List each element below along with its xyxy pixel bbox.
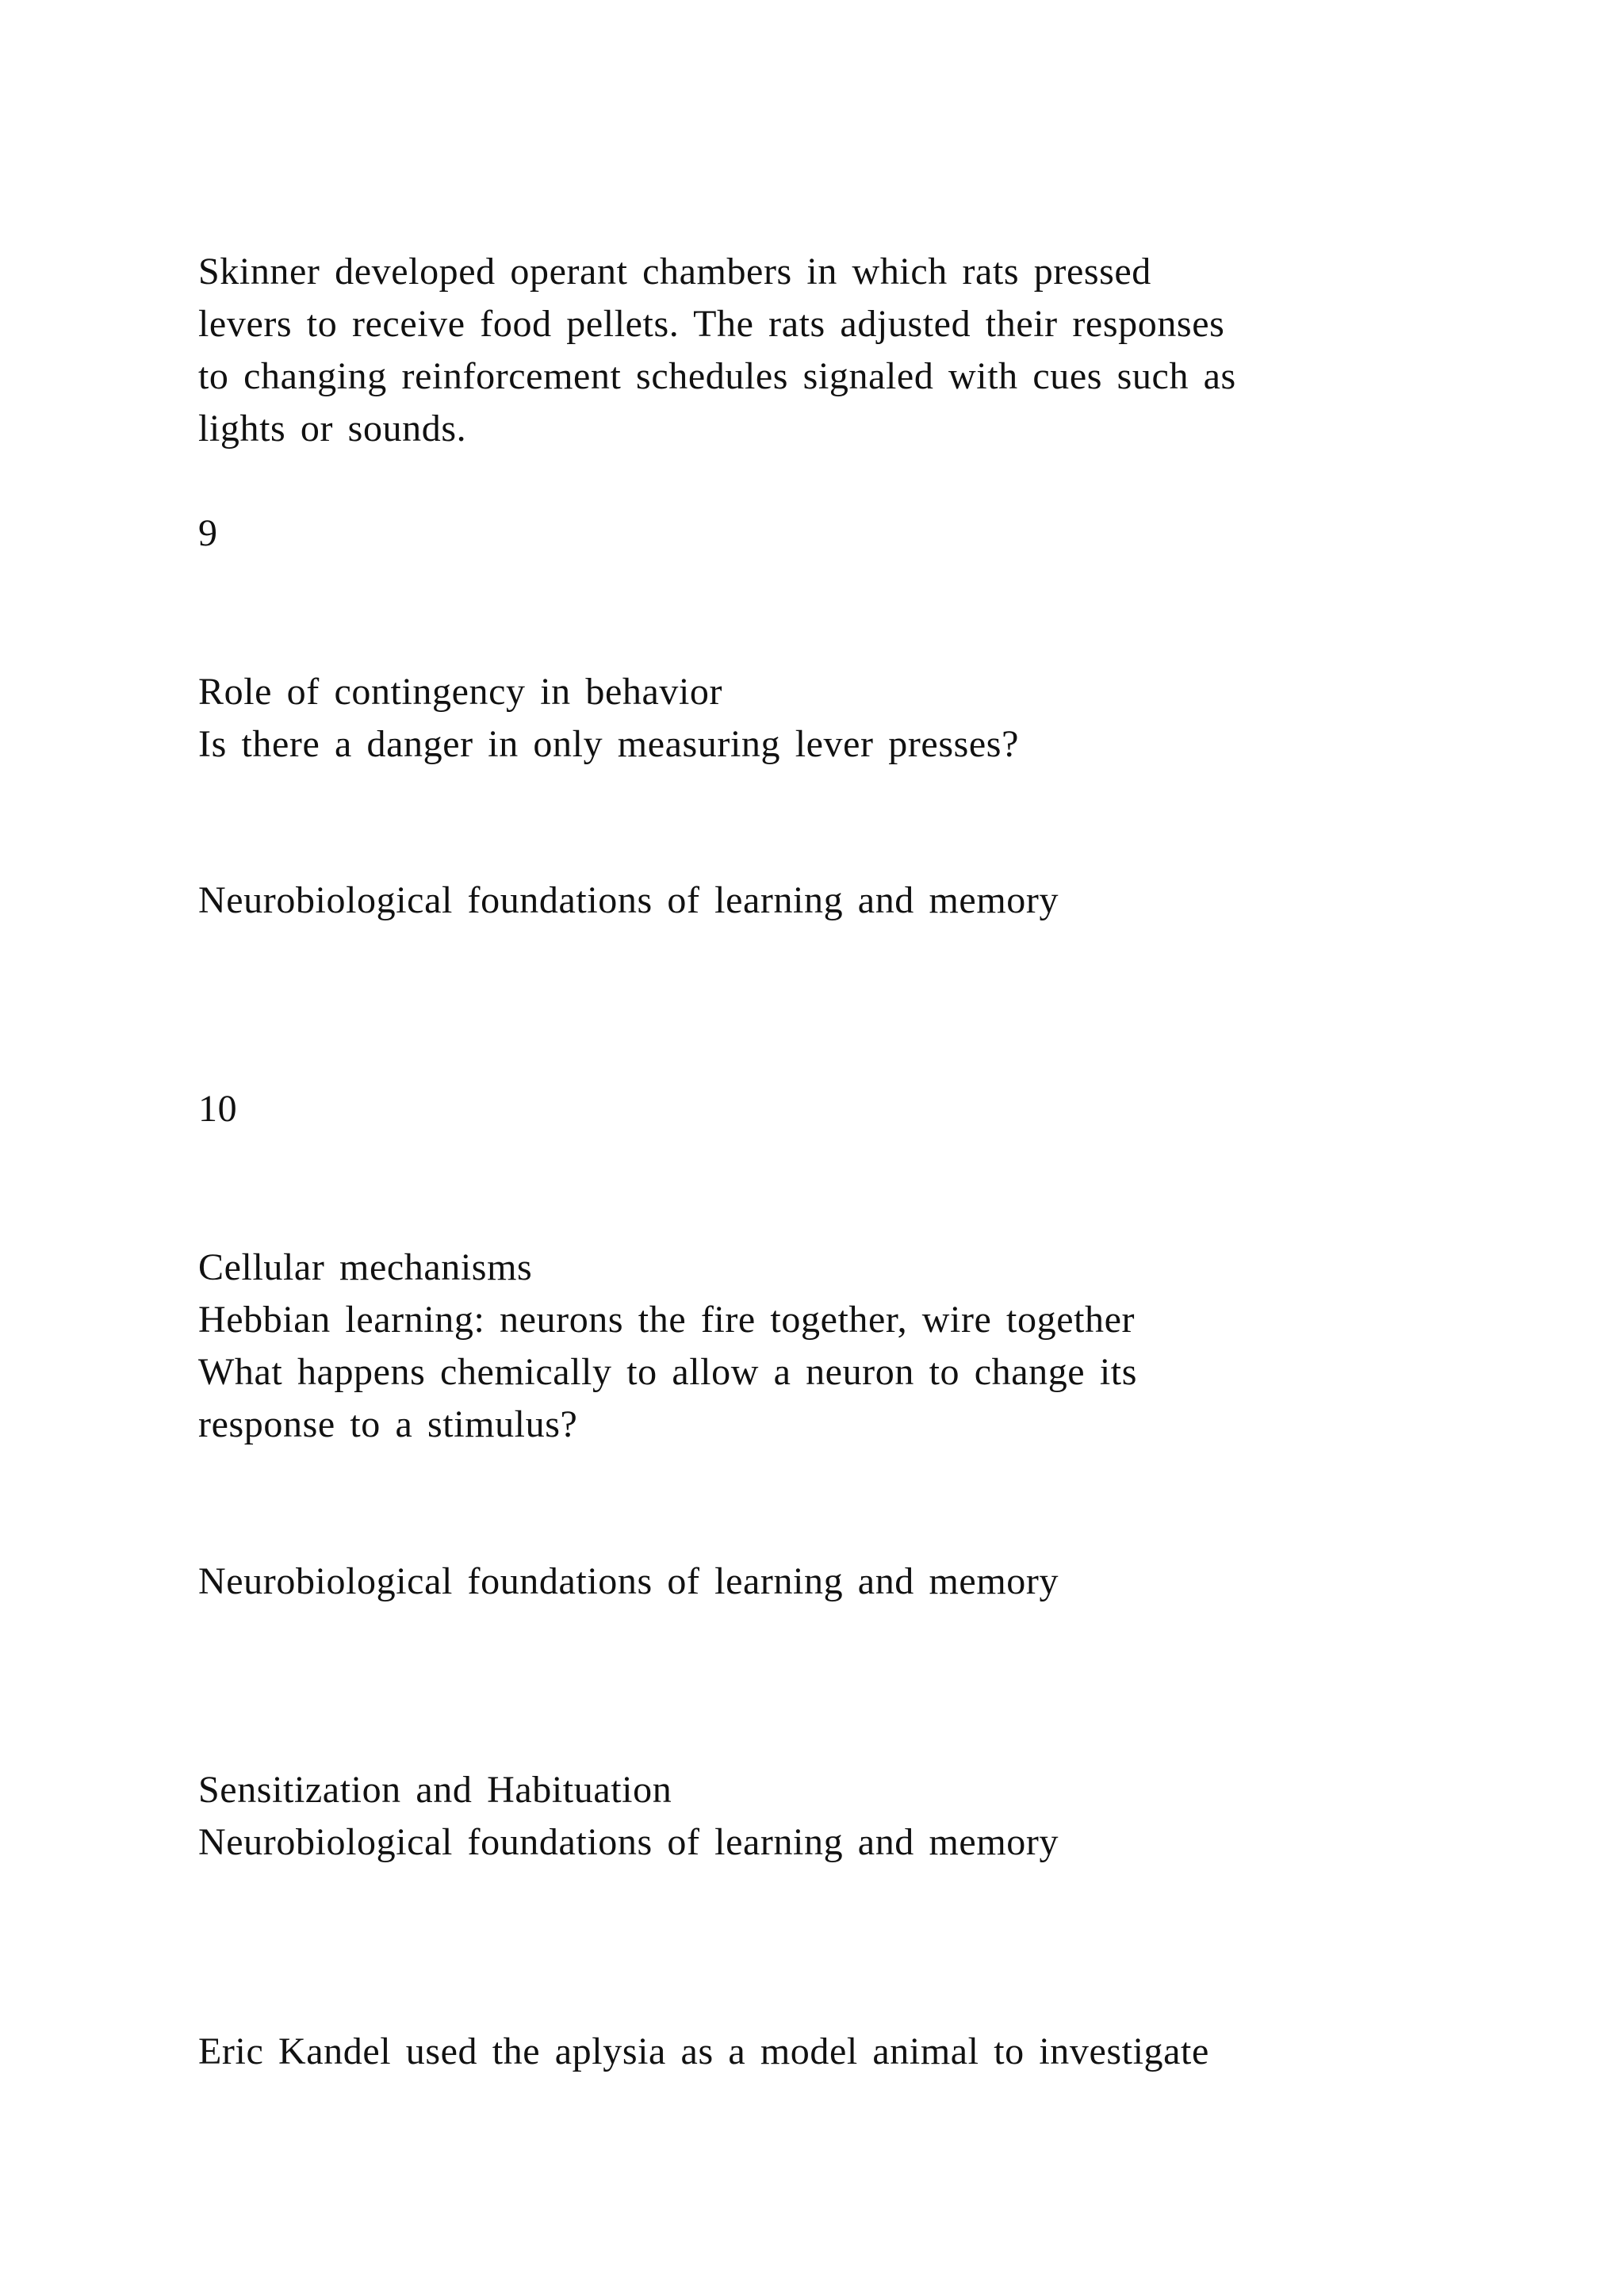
slide-footer: Neurobiological foundations of learning and memory (198, 879, 1059, 921)
paragraph-line: levers to receive food pellets. The rats adjusted their responses (198, 303, 1225, 345)
paragraph-line: Is there a danger in only measuring lever presses? (198, 723, 1019, 765)
paragraph-line: What happens chemically to allow a neuron to change its (198, 1351, 1137, 1393)
paragraph-line: Eric Kandel used the aplysia as a model animal to investigate (198, 2030, 1209, 2072)
paragraph-line: Skinner developed operant chambers in which rats pressed (198, 251, 1151, 293)
slide-footer: Neurobiological foundations of learning and memory (198, 1560, 1059, 1602)
slide-number: 10 (198, 1088, 238, 1130)
paragraph-line: to changing reinforcement schedules signaled with cues such as (198, 355, 1236, 397)
paragraph-line: lights or sounds. (198, 408, 467, 450)
slide-heading: Sensitization and Habituation (198, 1769, 672, 1811)
paragraph-line: Hebbian learning: neurons the fire together, wire together (198, 1299, 1136, 1341)
slide-heading: Cellular mechanisms (198, 1246, 533, 1288)
slide-heading: Role of contingency in behavior (198, 671, 723, 713)
slide-number: 9 (198, 512, 218, 554)
slide-footer: Neurobiological foundations of learning and memory (198, 1821, 1059, 1863)
paragraph-line: response to a stimulus? (198, 1403, 578, 1445)
